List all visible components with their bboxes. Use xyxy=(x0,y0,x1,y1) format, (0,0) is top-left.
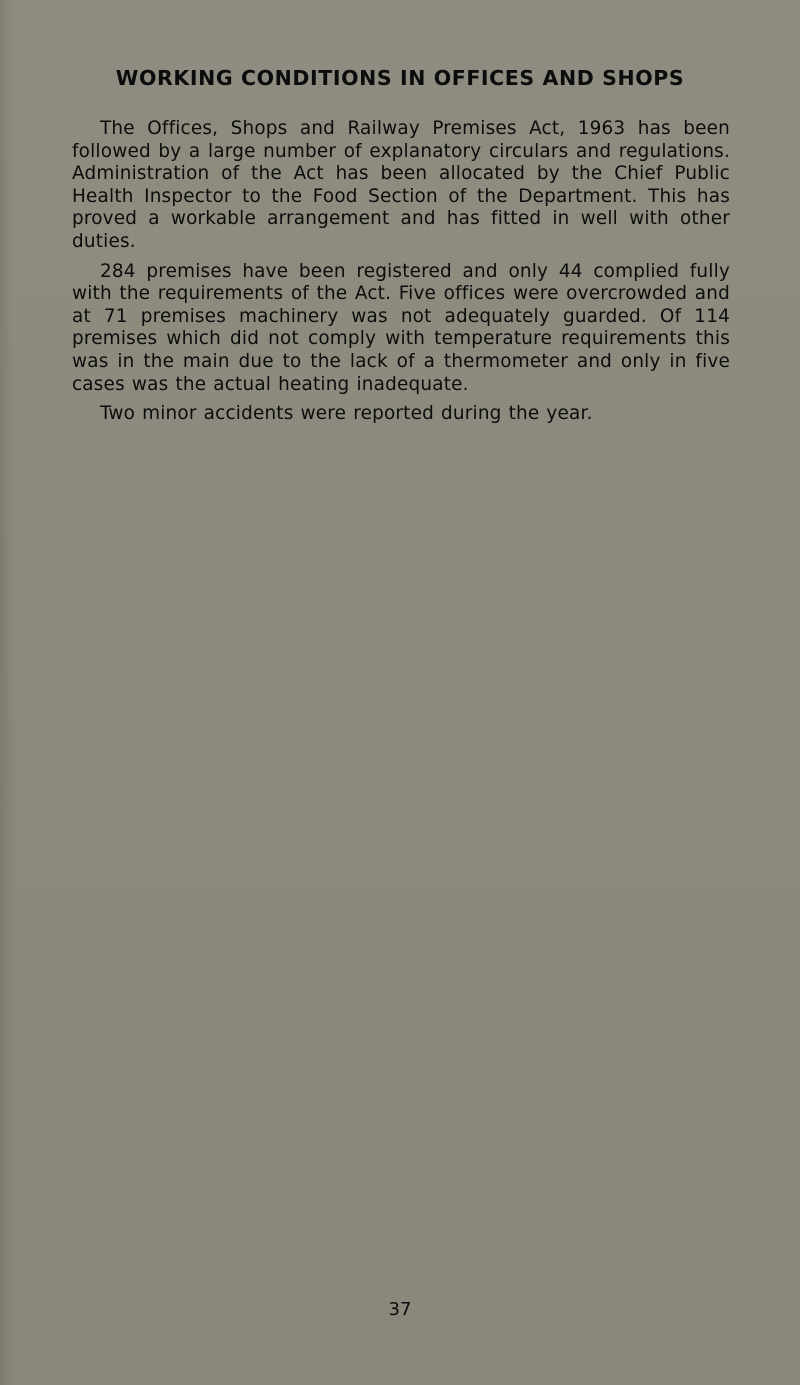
paragraph-premises-registered: 284 premises have been registered and only 44 complied fully with the requirements of the Act. Five offices were overcrowded and at 71 premises machinery was not adequately guarded. Of 114 premises which did not comply with temperature requirements this was in the main due to the lack of a thermometer and only in five cases was the actual heating inadequate. xyxy=(72,260,730,395)
page-number: 37 xyxy=(388,1299,412,1320)
paragraph-accidents: Two minor accidents were reported during the year. xyxy=(100,403,593,425)
paragraph-act-administration: The Offices, Shops and Railway Premises Act, 1963 has been followed by a large number of explanatory circulars and regulations. Administration of the Act has been allocated by the Chief Public Health Inspector to the Food Section of the Department. This has proved a workable arrangement and has fitted in well with other duties. xyxy=(72,118,730,252)
body-text xyxy=(72,118,730,433)
page-title: WORKING CONDITIONS IN OFFICES AND SHOPS xyxy=(115,66,685,90)
